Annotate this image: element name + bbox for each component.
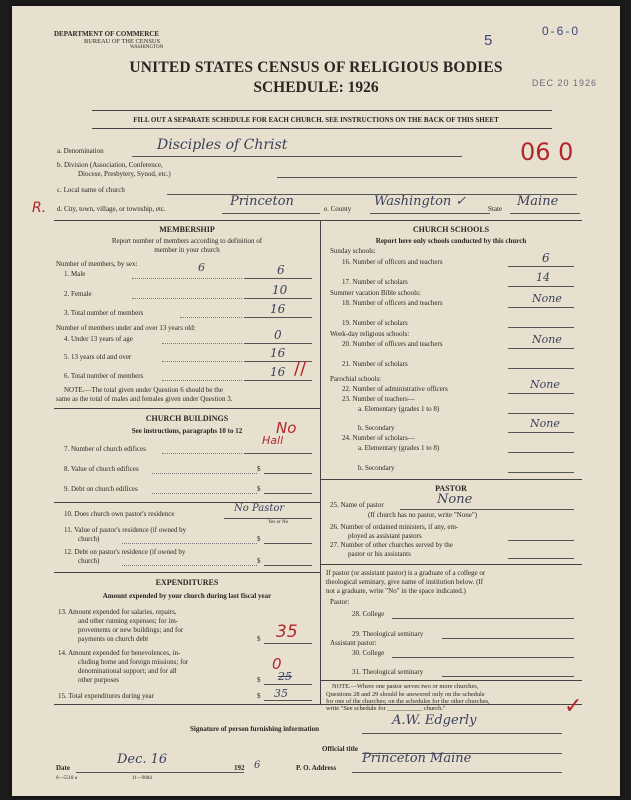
form-subtitle: SCHEDULE: 1926 [253, 79, 379, 96]
teachers-elementary-label: a. Elementary (grades 1 to 8) [358, 405, 440, 413]
denomination-value: Disciples of Christ [157, 137, 288, 153]
membership-note: Report number of members according to definition of [111, 237, 263, 245]
female-value: 10 [272, 283, 288, 297]
county-label: e. County [324, 205, 352, 213]
pastor-name-note: (If church has no pastor, write "None") [368, 511, 478, 519]
membership-footnote: NOTE.—The total given under Question 6 should be the [64, 386, 223, 394]
membership-heading: MEMBERSHIP [159, 225, 215, 234]
expenditures-note: Amount expended by your church during last fiscal year [102, 592, 272, 600]
red-check-mark-footer: ✓ [564, 694, 583, 719]
buildings-heading: CHURCH BUILDINGS [145, 414, 229, 423]
graduate-note-2: theological seminary, give name of institution below. (If [326, 578, 484, 586]
expenditures-heading: EXPENDITURES [155, 578, 219, 587]
year-label: 192 [234, 764, 245, 772]
weekday-officers-value: None [532, 333, 562, 346]
male-stray-mark: 6 [198, 261, 205, 274]
sunday-scholars-value: 14 [536, 271, 550, 284]
parochial-schools-label: Parochial schools: [330, 375, 382, 383]
seminary-label: 29. Theological seminary [352, 630, 424, 638]
assistant-seminary-label: 31. Theological seminary [352, 668, 424, 676]
membership-footnote-2: same as the total of males and females given under Question 3. [56, 395, 233, 403]
division-label: b. Division (Association, Conference, [57, 161, 163, 169]
graduate-note: If pastor (or assistant pastor) is a graduate of a college or [326, 569, 486, 577]
parochial-admin-label: 22. Number of administrative officers [342, 385, 448, 393]
residence-value-label: 11. Value of pastor's residence (if owned by [64, 526, 187, 534]
residence-debt-label-2: church) [78, 557, 100, 565]
state-label: State [488, 205, 502, 213]
vacation-officers-value: None [532, 292, 562, 305]
print-code: 11—9084 [132, 776, 152, 781]
benevolences-label-4: other purposes [78, 676, 120, 684]
census-schedule-sheet: DEPARTMENT OF COMMERCE BUREAU OF THE CENSUS WASHINGTON 5 0-6-0 DEC 20 1926 UNITED STATES CENSUS OF RELIGIOUS BODIES SCHEDULE: 1926 FILL OUT A SEPARATE SCHEDULE FOR EACH CHURCH. SEE INSTRUCTIONS ON THE BACK OF THIS SHEET a. Denomination Disciples of Christ 06 0 b. Division (Association, Conference, Diocese, Presbytery, Synod, etc.) c. Local name of church R. d. City, town, village, or township, etc. Princeton e. County Washington ✓ State Maine MEMBERSHIP Report number of members according to definition of member in your church Number of members, by sex: 1. Male 6 6 2. Female 10 3. Total number of members 16 Number of members under and over 13 years old: 4. Under 13 years of age 0 5. 13 years old and over 16 6. Total number of members 16 // NOTE.—The total given under Question 6 should be the same as the total of males and females given under Question 3. CHURCH BUILDINGS See instructions, paragraphs 10 to 12 7. Number of church edifices No Hall 8. Value of church edifices $ 9. Debt on church edifices $ 10. Does church own pastor's residence No Pastor Yes or No 11. Value of pastor's residence (if owned by church) $ 12. Debt on pastor's residence (if owned by church) $ EXPENDITURES Amount expended by your church during last fiscal year 13. Amount expended for salaries, repairs, and other running expenses; for im- provements or new buildings; and for payments on church debt $ 35 14. Amount expended for benevolences, in- cluding home and foreign missions; for denominational support; and for all other purposes $ 0 25 15. Total expenditures during year $ 35 CHURCH SCHOOLS Report here only schools conducted by this church Sunday schools: 16. Number of officers and teachers 6 17. Number of scholars 14 Summer vacation Bible schools: 18. Number of officers and teachers None 19. Number of scholars Week-day religious schools: 20. Number of officers and teachers None 21. Number of scholars Parochial schools: 22. Number of administrative officers None 23. Number of teachers— a. Elementary (grades 1 to 8) b. Secondary None 24. Number of scholars— a. Elementary (grades 1 to 8) b. Secondary PASTOR 25. Name of pastor None (If church has no pastor, write "None") 26. Number of ordained ministers, if any, em- ployed as assistant pastors 27. Number of other churches served by the pastor or his assistants If pastor (or assistant pastor) is a graduate of a college or theological seminary, give name of institution below. (If not a graduate, write "No" in the space indicated.) Pastor: 28. College 29. Theological seminary Assistant pastor: 30. College 31. Theological seminary NOTE.—Where one pastor serves two or more churches, Questions 28 and 29 should be answered only on the schedule for one of the churches; on the schedules for the other churches, write "See schedule for ___________ church." ✓ Signature of person furnishing information A.W. Edgerly Official title Date Dec. 16 192 6 P. O. Address Princeton Maine 6—5518 a 11—9084 [12, 6, 620, 796]
po-address-value: Princeton Maine [362, 751, 472, 766]
pastor-name-value: None [437, 492, 473, 507]
other-churches-label-2: pastor or his assistants [348, 550, 411, 558]
over-13-value: 16 [270, 346, 286, 360]
sunday-scholars-label: 17. Number of scholars [342, 278, 408, 286]
parochial-admin-value: None [530, 378, 560, 391]
benevolences-label-3: denominational support; and for all [78, 667, 177, 675]
college-label: 28. College [352, 610, 385, 618]
benevolences-label-2: cluding home and foreign missions; for [78, 658, 189, 666]
division-label-2: Diocese, Presbytery, Synod, etc.) [78, 170, 171, 178]
red-check-mark-6: // [294, 358, 307, 379]
salaries-label: 13. Amount expended for salaries, repairs, [58, 608, 177, 616]
benevolences-struck: 25 [278, 670, 292, 683]
vacation-scholars-label: 19. Number of scholars [342, 319, 408, 327]
year-value: 6 [254, 760, 261, 771]
pastor-footnote-2: Questions 28 and 29 should be answered only on the schedule [326, 691, 485, 698]
total-expenditures-value: 35 [274, 687, 288, 700]
instructions-banner: FILL OUT A SEPARATE SCHEDULE FOR EACH CHURCH. SEE INSTRUCTIONS ON THE BACK OF THIS SHEET [133, 116, 499, 124]
total-expenditures-label: 15. Total expenditures during year [58, 692, 154, 700]
department-name: DEPARTMENT OF COMMERCE [54, 30, 160, 38]
members-by-sex-label: Number of members, by sex: [56, 260, 138, 268]
residence-debt-label: 12. Debt on pastor's residence (if owned by [64, 548, 186, 556]
official-title-label: Official title [322, 745, 358, 753]
pastor-name-label: 25. Name of pastor [330, 501, 384, 509]
vacation-schools-label: Summer vacation Bible schools: [330, 289, 421, 297]
over-13-label: 5. 13 years old and over [64, 353, 132, 361]
code-stamp: 0-6-0 [542, 24, 581, 38]
under-13-value: 0 [274, 328, 282, 342]
city-value: Princeton [230, 194, 294, 209]
ordained-ministers-label: 26. Number of ordained ministers, if any, em- [330, 523, 459, 531]
male-label: 1. Male [64, 270, 86, 278]
teachers-label: 23. Number of teachers— [342, 395, 415, 403]
scholars-secondary-label: b. Secondary [358, 464, 395, 472]
total-members-value: 16 [270, 302, 286, 316]
date-label: Date [56, 764, 70, 772]
local-name-label: c. Local name of church [57, 186, 125, 194]
pastor-footnote-4: write "See schedule for ___________ church." [326, 705, 446, 712]
form-title: UNITED STATES CENSUS OF RELIGIOUS BODIES [129, 59, 503, 76]
other-churches-label: 27. Number of other churches served by the [330, 541, 453, 549]
assistant-pastor-label: Assistant pastor: [330, 639, 377, 647]
salaries-label-3: provements or new buildings; and for [78, 626, 184, 634]
salaries-value: 35 [276, 622, 298, 642]
total-members-6-value: 16 [270, 365, 286, 379]
scholars-elementary-label: a. Elementary (grades 1 to 8) [358, 444, 440, 452]
under-13-label: 4. Under 13 years of age [64, 335, 133, 343]
salaries-label-2: and other running expenses; for im- [78, 617, 179, 625]
benevolences-label: 14. Amount expended for benevolences, in- [58, 649, 181, 657]
salaries-label-4: payments on church debt [78, 635, 149, 643]
assistant-college-label: 30. College [352, 649, 385, 657]
debt-edifices-label: 9. Debt on church edifices [64, 485, 138, 493]
total-members-6-label: 6. Total number of members [64, 372, 144, 380]
weekday-schools-label: Week-day religious schools: [330, 330, 410, 338]
weekday-officers-label: 20. Number of officers and teachers [342, 340, 443, 348]
date-value: Dec. 16 [117, 752, 168, 767]
signature-value: A.W. Edgerly [392, 713, 477, 728]
vacation-officers-label: 18. Number of officers and teachers [342, 299, 443, 307]
po-address-label: P. O. Address [296, 764, 337, 772]
weekday-scholars-label: 21. Number of scholars [342, 360, 408, 368]
pastor-residence-value: No Pastor [234, 503, 285, 514]
state-value: Maine [517, 194, 559, 209]
city-name: WASHINGTON [130, 45, 164, 50]
city-label: d. City, town, village, or township, etc. [57, 205, 166, 213]
ordained-ministers-label-2: ployed as assistant pastors [348, 532, 422, 540]
pastor-footnote-3: for one of the churches; on the schedules for the other churches, [326, 698, 490, 705]
denomination-label: a. Denomination [57, 147, 104, 155]
total-members-label: 3. Total number of members [64, 309, 144, 317]
date-received-stamp: DEC 20 1926 [532, 78, 598, 88]
male-value: 6 [277, 263, 285, 277]
schedule-number: 5 [484, 32, 493, 49]
sunday-officers-label: 16. Number of officers and teachers [342, 258, 443, 266]
pastor-residence-label: 10. Does church own pastor's residence [64, 510, 175, 518]
red-code-mark: 06 0 [520, 138, 574, 166]
buildings-note: See instructions, paragraphs 10 to 12 [131, 427, 243, 435]
scholars-label: 24. Number of scholars— [342, 434, 415, 442]
sunday-schools-label: Sunday schools: [330, 247, 376, 255]
schools-heading: CHURCH SCHOOLS [412, 225, 490, 234]
form-code: 6—5518 a [56, 776, 77, 781]
pastor-heading: PASTOR [435, 484, 467, 493]
teachers-secondary-label: b. Secondary [358, 424, 395, 432]
age-split-label: Number of members under and over 13 years old: [56, 324, 196, 332]
value-edifices-label: 8. Value of church edifices [64, 465, 139, 473]
teachers-secondary-value: None [530, 417, 560, 430]
membership-note-2: member in your church [154, 246, 220, 254]
bureau-name: BUREAU OF THE CENSUS [84, 38, 161, 45]
female-label: 2. Female [64, 290, 92, 298]
church-edifices-value: No [276, 419, 297, 437]
church-edifices-note: Hall [262, 434, 284, 447]
church-edifices-label: 7. Number of church edifices [64, 445, 146, 453]
county-value: Washington ✓ [374, 194, 467, 209]
benevolences-value: 0 [272, 655, 282, 673]
sunday-officers-value: 6 [542, 251, 550, 265]
schools-note: Report here only schools conducted by this church [375, 237, 527, 245]
residence-value-label-2: church) [78, 535, 100, 543]
pastor-footnote: NOTE.—Where one pastor serves two or more churches, [332, 683, 479, 690]
signature-label: Signature of person furnishing information [190, 725, 319, 733]
red-r-mark: R. [32, 200, 47, 216]
graduate-note-3: not a graduate, write "No" in the space indicated.) [326, 587, 466, 595]
pastor-sub-label: Pastor: [330, 598, 350, 606]
yes-or-no-hint: Yes or No [268, 520, 289, 525]
